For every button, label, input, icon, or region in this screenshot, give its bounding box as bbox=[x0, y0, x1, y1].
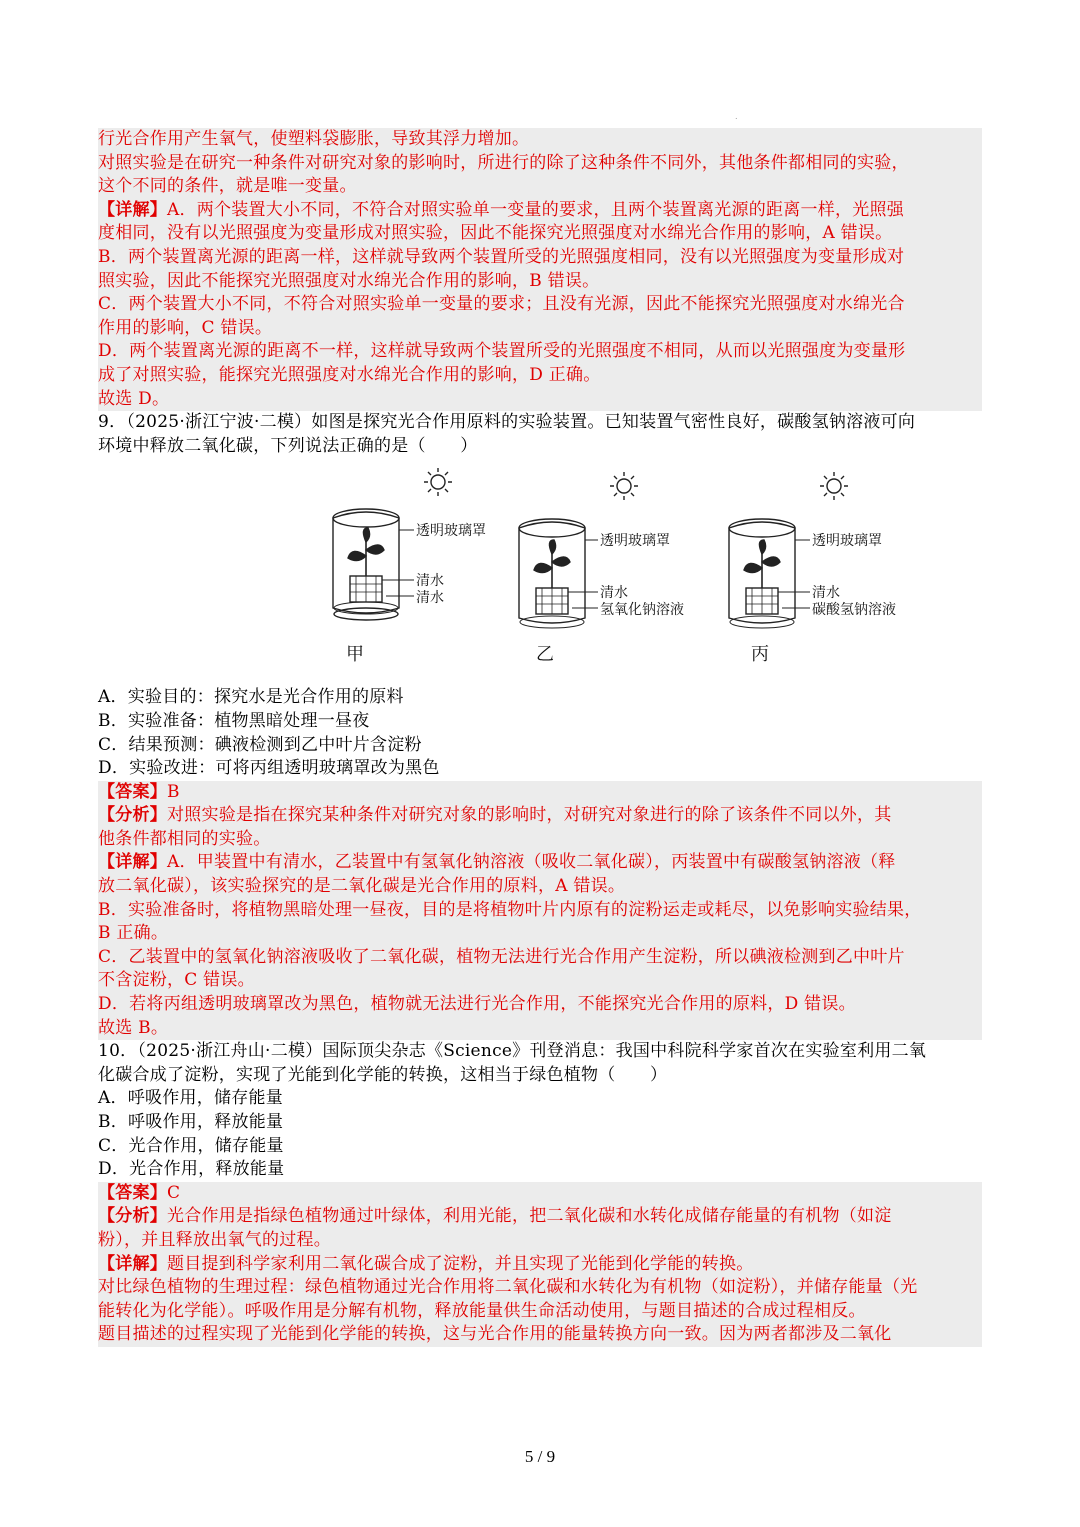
label-cover: 透明玻璃罩 bbox=[416, 523, 486, 540]
analysis-line bbox=[98, 1205, 982, 1229]
label-water: 清水 bbox=[600, 585, 628, 602]
solution-line bbox=[98, 199, 982, 223]
answer-tag: 【答案】 bbox=[98, 781, 167, 802]
label-bottom: 碳酸氢钠溶液 bbox=[812, 602, 896, 619]
detail-tag: 【详解】 bbox=[98, 852, 167, 873]
solution-line: 成了对照实验，能探究光照强度对水绵光合作用的影响，D 正确。 bbox=[98, 364, 982, 388]
detail-line: 对比绿色植物的生理过程：绿色植物通过光合作用将二氧化碳和水转化为有机物（如淀粉），并储存能量（光 bbox=[98, 1276, 982, 1300]
question-stem: 化碳合成了淀粉，实现了光能到化学能的转换，这相当于绿色植物（ ） bbox=[98, 1064, 668, 1085]
jar-bing bbox=[729, 519, 795, 628]
option-d: D．实验改进：可将丙组透明玻璃罩改为黑色 bbox=[98, 758, 440, 779]
question-10 bbox=[98, 1040, 982, 1347]
question-stem: 9．（2025·浙江宁波·二模）如图是探究光合作用原料的实验装置。已知装置气密性良好，碳酸氢钠溶液可向 bbox=[98, 412, 916, 433]
document-page bbox=[98, 128, 982, 1347]
analysis-line bbox=[98, 804, 982, 828]
label-cover: 透明玻璃罩 bbox=[812, 533, 882, 550]
detail-line: 故选 B。 bbox=[98, 1017, 982, 1041]
detail-line: D．若将丙组透明玻璃罩改为黑色，植物就无法进行光合作用，不能探究光合作用的原料，D 错误。 bbox=[98, 993, 982, 1017]
answer-tag: 【答案】 bbox=[98, 1182, 167, 1203]
answer-value: B bbox=[167, 781, 180, 802]
analysis-line: 他条件都相同的实验。 bbox=[98, 828, 982, 852]
solution-line: 行光合作用产生氧气，使塑料袋膨胀，导致其浮力增加。 bbox=[98, 128, 982, 152]
experiment-diagram bbox=[226, 468, 896, 683]
solution-line: 作用的影响，C 错误。 bbox=[98, 317, 982, 341]
option-a: A．呼吸作用，储存能量 bbox=[98, 1088, 284, 1109]
detail-line: 能转化为化学能）。呼吸作用是分解有机物，释放能量供生命活动使用，与题目描述的合成过程相反。 bbox=[98, 1300, 982, 1324]
analysis-text: 光合作用是指绿色植物通过叶绿体，利用光能，把二氧化碳和水转化成储存能量的有机物（如淀 bbox=[167, 1206, 892, 1227]
top-mark: . bbox=[735, 112, 738, 121]
detail-text: A．两个装置大小不同，不符合对照实验单一变量的要求，且两个装置离光源的距离一样，光照强 bbox=[167, 199, 905, 220]
question-9 bbox=[98, 411, 982, 1040]
jar-yi bbox=[519, 519, 585, 628]
option-b: B．呼吸作用，释放能量 bbox=[98, 1112, 284, 1132]
label-cover: 透明玻璃罩 bbox=[600, 533, 670, 550]
solution-line: B．两个装置离光源的距离一样，这样就导致两个装置所受的光照强度相同，没有以光照强度为变量形成对 bbox=[98, 246, 982, 270]
detail-line: 题目描述的过程实现了光能到化学能的转换，这与光合作用的能量转换方向一致。因为两者都涉及二氧化 bbox=[98, 1323, 982, 1347]
detail-line bbox=[98, 851, 982, 875]
label-bing: 丙 bbox=[751, 644, 769, 666]
answer-line bbox=[98, 781, 982, 805]
option-d: D．光合作用，释放能量 bbox=[98, 1159, 285, 1180]
label-water: 清水 bbox=[416, 573, 444, 590]
solution-line: 对照实验是在研究一种条件对研究对象的影响时，所进行的除了这种条件不同外，其他条件都相同的实验， bbox=[98, 152, 982, 176]
answer-value: C bbox=[167, 1182, 181, 1203]
option-c: C．结果预测：碘液检测到乙中叶片含淀粉 bbox=[98, 734, 422, 755]
solution-line: D．两个装置离光源的距离不一样，这样就导致两个装置所受的光照强度不相同，从而以光照强度为变量形 bbox=[98, 340, 982, 364]
experiment-figure bbox=[98, 458, 982, 686]
label-bottom: 清水 bbox=[416, 590, 444, 607]
detail-text: A．甲装置中有清水，乙装置中有氢氧化钠溶液（吸收二氧化碳），丙装置中有碳酸氢钠溶液（释 bbox=[167, 852, 896, 873]
detail-line: 放二氧化碳），该实验探究的是二氧化碳是光合作用的原料，A 错误。 bbox=[98, 875, 982, 899]
solution-line: 照实验，因此不能探究光照强度对水绵光合作用的影响，B 错误。 bbox=[98, 270, 982, 294]
analysis-tag: 【分析】 bbox=[98, 805, 167, 826]
question-stem: 环境中释放二氧化碳，下列说法正确的是（ ） bbox=[98, 435, 478, 456]
detail-line: C．乙装置中的氢氧化钠溶液吸收了二氧化碳，植物无法进行光合作用产生淀粉，所以碘液检测到乙中叶片 bbox=[98, 946, 982, 970]
sun-icon bbox=[424, 468, 452, 496]
q8-solution bbox=[98, 128, 982, 411]
solution-line: C．两个装置大小不同，不符合对照实验单一变量的要求；且没有光源，因此不能探究光照强度对水绵光合 bbox=[98, 293, 982, 317]
detail-line bbox=[98, 1253, 982, 1277]
sun-icon bbox=[820, 472, 848, 500]
option-a: A．实验目的：探究水是光合作用的原料 bbox=[98, 687, 404, 708]
solution-line: 这个不同的条件，就是唯一变量。 bbox=[98, 175, 982, 199]
jar-jia bbox=[333, 509, 399, 620]
solution-line: 度相同，没有以光照强度为变量形成对照实验，因此不能探究光照强度对水绵光合作用的影响，A 错误。 bbox=[98, 222, 982, 246]
label-water: 清水 bbox=[812, 585, 840, 602]
answer-line bbox=[98, 1182, 982, 1206]
analysis-text: 对照实验是指在探究某种条件对研究对象的影响时，对研究对象进行的除了该条件不同以外，其 bbox=[167, 805, 892, 826]
detail-line: 不含淀粉，C 错误。 bbox=[98, 969, 982, 993]
page-number: 5 / 9 bbox=[524, 1447, 556, 1466]
question-stem: 10．（2025·浙江舟山·二模）国际顶尖杂志《Science》刊登消息：我国中科院科学家首次在实验室利用二氧 bbox=[98, 1041, 927, 1062]
analysis-tag: 【分析】 bbox=[98, 1206, 167, 1227]
option-b: B．实验准备：植物黑暗处理一昼夜 bbox=[98, 710, 370, 731]
detail-tag: 【详解】 bbox=[98, 199, 167, 220]
detail-tag: 【详解】 bbox=[98, 1253, 167, 1274]
sun-icon bbox=[610, 472, 638, 500]
detail-text: 题目提到科学家利用二氧化碳合成了淀粉，并且实现了光能到化学能的转换。 bbox=[167, 1253, 754, 1274]
label-bottom: 氢氧化钠溶液 bbox=[600, 602, 684, 619]
analysis-line: 粉），并且释放出氧气的过程。 bbox=[98, 1229, 982, 1253]
detail-line: B．实验准备时，将植物黑暗处理一昼夜，目的是将植物叶片内原有的淀粉运走或耗尽，以免影响实验结果， bbox=[98, 899, 982, 923]
label-yi: 乙 bbox=[536, 644, 554, 666]
solution-line: 故选 D。 bbox=[98, 388, 982, 412]
detail-line: B 正确。 bbox=[98, 922, 982, 946]
option-c: C．光合作用，储存能量 bbox=[98, 1135, 284, 1156]
label-jia: 甲 bbox=[346, 644, 364, 666]
